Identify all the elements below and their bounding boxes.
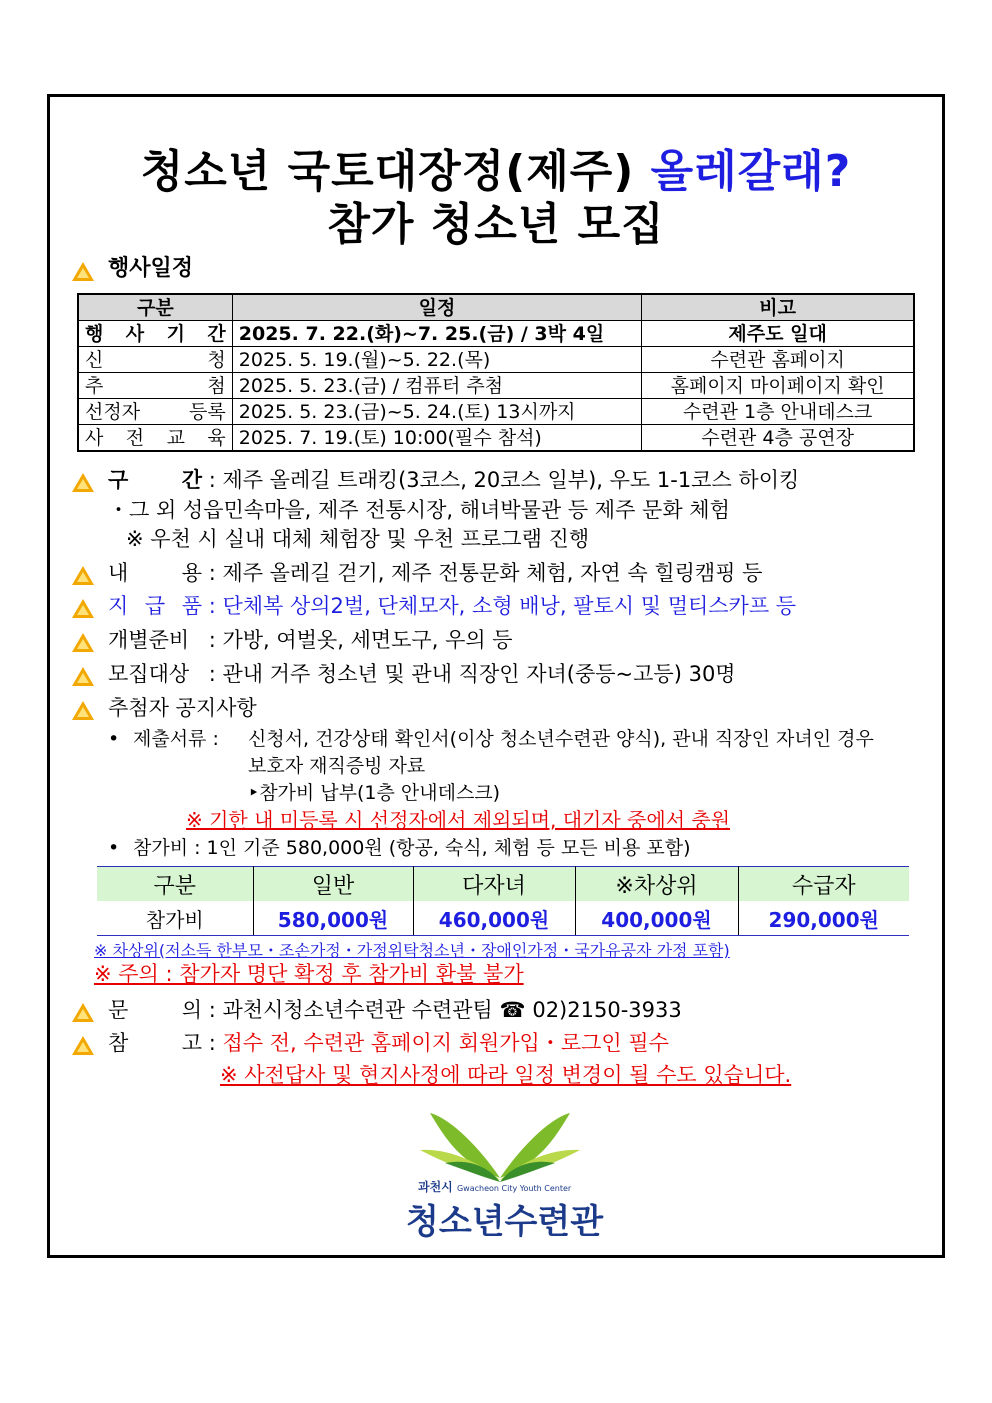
warning-icon	[72, 599, 94, 618]
fee-value: 400,000원	[575, 901, 738, 936]
leaf-emblem-icon	[400, 1108, 600, 1188]
schedule-label: 행 사 기 간	[78, 321, 232, 347]
inquiry-text: : 과천시청소년수련관 수련관팀 ☎ 02)2150-3933	[208, 998, 682, 1022]
content-label: 내 용	[108, 561, 202, 585]
docs-line2: 보호자 재직증빙 자료	[248, 755, 426, 777]
section-label: 구 간	[108, 468, 202, 492]
page-title-line1: 청소년 국토대장정(제주) 올레갈래?	[140, 146, 852, 197]
reference-colon: :	[208, 1031, 216, 1055]
logo-city: 과천시	[418, 1180, 453, 1194]
table-row	[78, 347, 914, 373]
schedule-note: 수련관 1층 안내데스크	[642, 399, 914, 425]
fee-header: 일반	[253, 867, 413, 902]
warning-icon	[72, 633, 94, 652]
fee-value: 290,000원	[738, 901, 909, 936]
section-sub1: ・그 외 성읍민속마을, 제주 전통시장, 해녀박물관 등 제주 문화 체험	[108, 498, 730, 522]
fee-header-row	[97, 867, 909, 902]
schedule-date: 2025. 5. 19.(월)~5. 22.(목)	[232, 347, 641, 373]
fee-note: ※ 차상위(저소득 한부모・조손가정・가정위탁청소년・장애인가정・국가유공자 가정 포함)	[94, 941, 730, 960]
docs-line1: 신청서, 건강상태 확인서(이상 청소년수련관 양식), 관내 직장인 자녀인 경우	[248, 728, 874, 750]
fee-header: ※차상위	[575, 867, 738, 902]
warning-icon	[72, 473, 94, 492]
schedule-note: 홈페이지 마이페이지 확인	[642, 373, 914, 399]
warning-icon	[72, 1003, 94, 1022]
supplies-label: 지 급 품	[108, 594, 202, 618]
schedule-label: 사 전 교 육	[78, 425, 232, 452]
schedule-label: 추 첨	[78, 373, 232, 399]
docs-label: 제출서류 :	[133, 728, 219, 750]
schedule-note: 제주도 일대	[642, 321, 914, 347]
refund-warning: ※ 주의 : 참가자 명단 확정 후 참가비 환불 불가	[94, 962, 524, 986]
fee-header: 다자녀	[413, 867, 575, 902]
warning-icon	[72, 262, 94, 281]
fee-bullet: •	[108, 837, 120, 859]
reference-label: 참 고	[108, 1031, 202, 1055]
target-line	[108, 660, 736, 688]
schedule-date: 2025. 5. 23.(금) / 컴퓨터 추첨	[232, 373, 641, 399]
fee-header: 구분	[97, 867, 253, 902]
logo-english: Gwacheon City Youth Center	[456, 1184, 572, 1193]
table-row	[78, 373, 914, 399]
reference-text2: ※ 사전답사 및 현지사정에 따라 일정 변경이 될 수도 있습니다.	[220, 1063, 792, 1087]
warning-icon	[72, 667, 94, 686]
schedule-note: 수련관 4층 공연장	[642, 425, 914, 452]
table-row	[78, 425, 914, 452]
notice-heading: 추첨자 공지사항	[108, 696, 257, 720]
schedule-header: 일정	[232, 294, 641, 321]
warning-icon	[72, 566, 94, 585]
fee-table	[97, 866, 909, 936]
schedule-table	[77, 293, 915, 452]
section-sub2: ※ 우천 시 실내 대체 체험장 및 우천 프로그램 진행	[126, 527, 590, 551]
reference-text: 접수 전, 수련관 홈페이지 회원가입・로그인 필수	[222, 1031, 669, 1055]
schedule-date: 2025. 7. 19.(토) 10:00(필수 참석)	[232, 425, 641, 452]
inquiry-line	[108, 996, 682, 1024]
logo-name: 청소년수련관	[406, 1202, 604, 1242]
docs-bullet: •	[108, 728, 120, 750]
schedule-date: 2025. 5. 23.(금)~5. 24.(토) 13시까지	[232, 399, 641, 425]
reference-line	[108, 1029, 669, 1057]
fee-value: 580,000원	[253, 901, 413, 936]
fee-line: 참가비 : 1인 기준 580,000원 (항공, 숙식, 체험 등 모든 비용 포함)	[133, 837, 691, 859]
schedule-note: 수련관 홈페이지	[642, 347, 914, 373]
warning-icon	[72, 1036, 94, 1055]
content-text: : 제주 올레길 걷기, 제주 전통문화 체험, 자연 속 힐링캠핑 등	[208, 561, 763, 585]
supplies-text: : 단체복 상의2벌, 단체모자, 소형 배낭, 팔토시 및 멀티스카프 등	[208, 594, 797, 618]
prep-line	[108, 626, 513, 654]
schedule-label: 선정자 등록	[78, 399, 232, 425]
schedule-header-row	[78, 294, 914, 321]
table-row	[78, 399, 914, 425]
deadline-warning: ※ 기한 내 미등록 시 선정자에서 제외되며, 대기자 중에서 충원	[186, 808, 731, 832]
content-line	[108, 559, 762, 587]
inquiry-label: 문 의	[108, 998, 202, 1022]
fee-value: 460,000원	[413, 901, 575, 936]
target-text: : 관내 거주 청소년 및 관내 직장인 자녀(중등~고등) 30명	[208, 662, 736, 686]
table-row	[97, 901, 909, 936]
schedule-date: 2025. 7. 22.(화)~7. 25.(금) / 3박 4일	[232, 321, 641, 347]
page-title-line2: 참가 청소년 모집	[327, 199, 665, 250]
schedule-label: 신 청	[78, 347, 232, 373]
section-line	[108, 466, 799, 494]
schedule-heading: 행사일정	[108, 256, 194, 281]
prep-text: : 가방, 여벌옷, 세면도구, 우의 등	[208, 628, 513, 652]
schedule-header: 구분	[78, 294, 232, 321]
supplies-line	[108, 592, 796, 620]
warning-icon	[72, 701, 94, 720]
center-logo	[400, 1108, 604, 1248]
section-text: : 제주 올레길 트래킹(3코스, 20코스 일부), 우도 1-1코스 하이킹	[208, 468, 800, 492]
fee-row-label: 참가비	[97, 901, 253, 936]
docs-line3: ‣참가비 납부(1층 안내데스크)	[248, 782, 501, 804]
prep-label: 개별준비	[108, 628, 190, 652]
schedule-header: 비고	[642, 294, 914, 321]
target-label: 모집대상	[108, 662, 190, 686]
fee-header: 수급자	[738, 867, 909, 902]
table-row	[78, 321, 914, 347]
